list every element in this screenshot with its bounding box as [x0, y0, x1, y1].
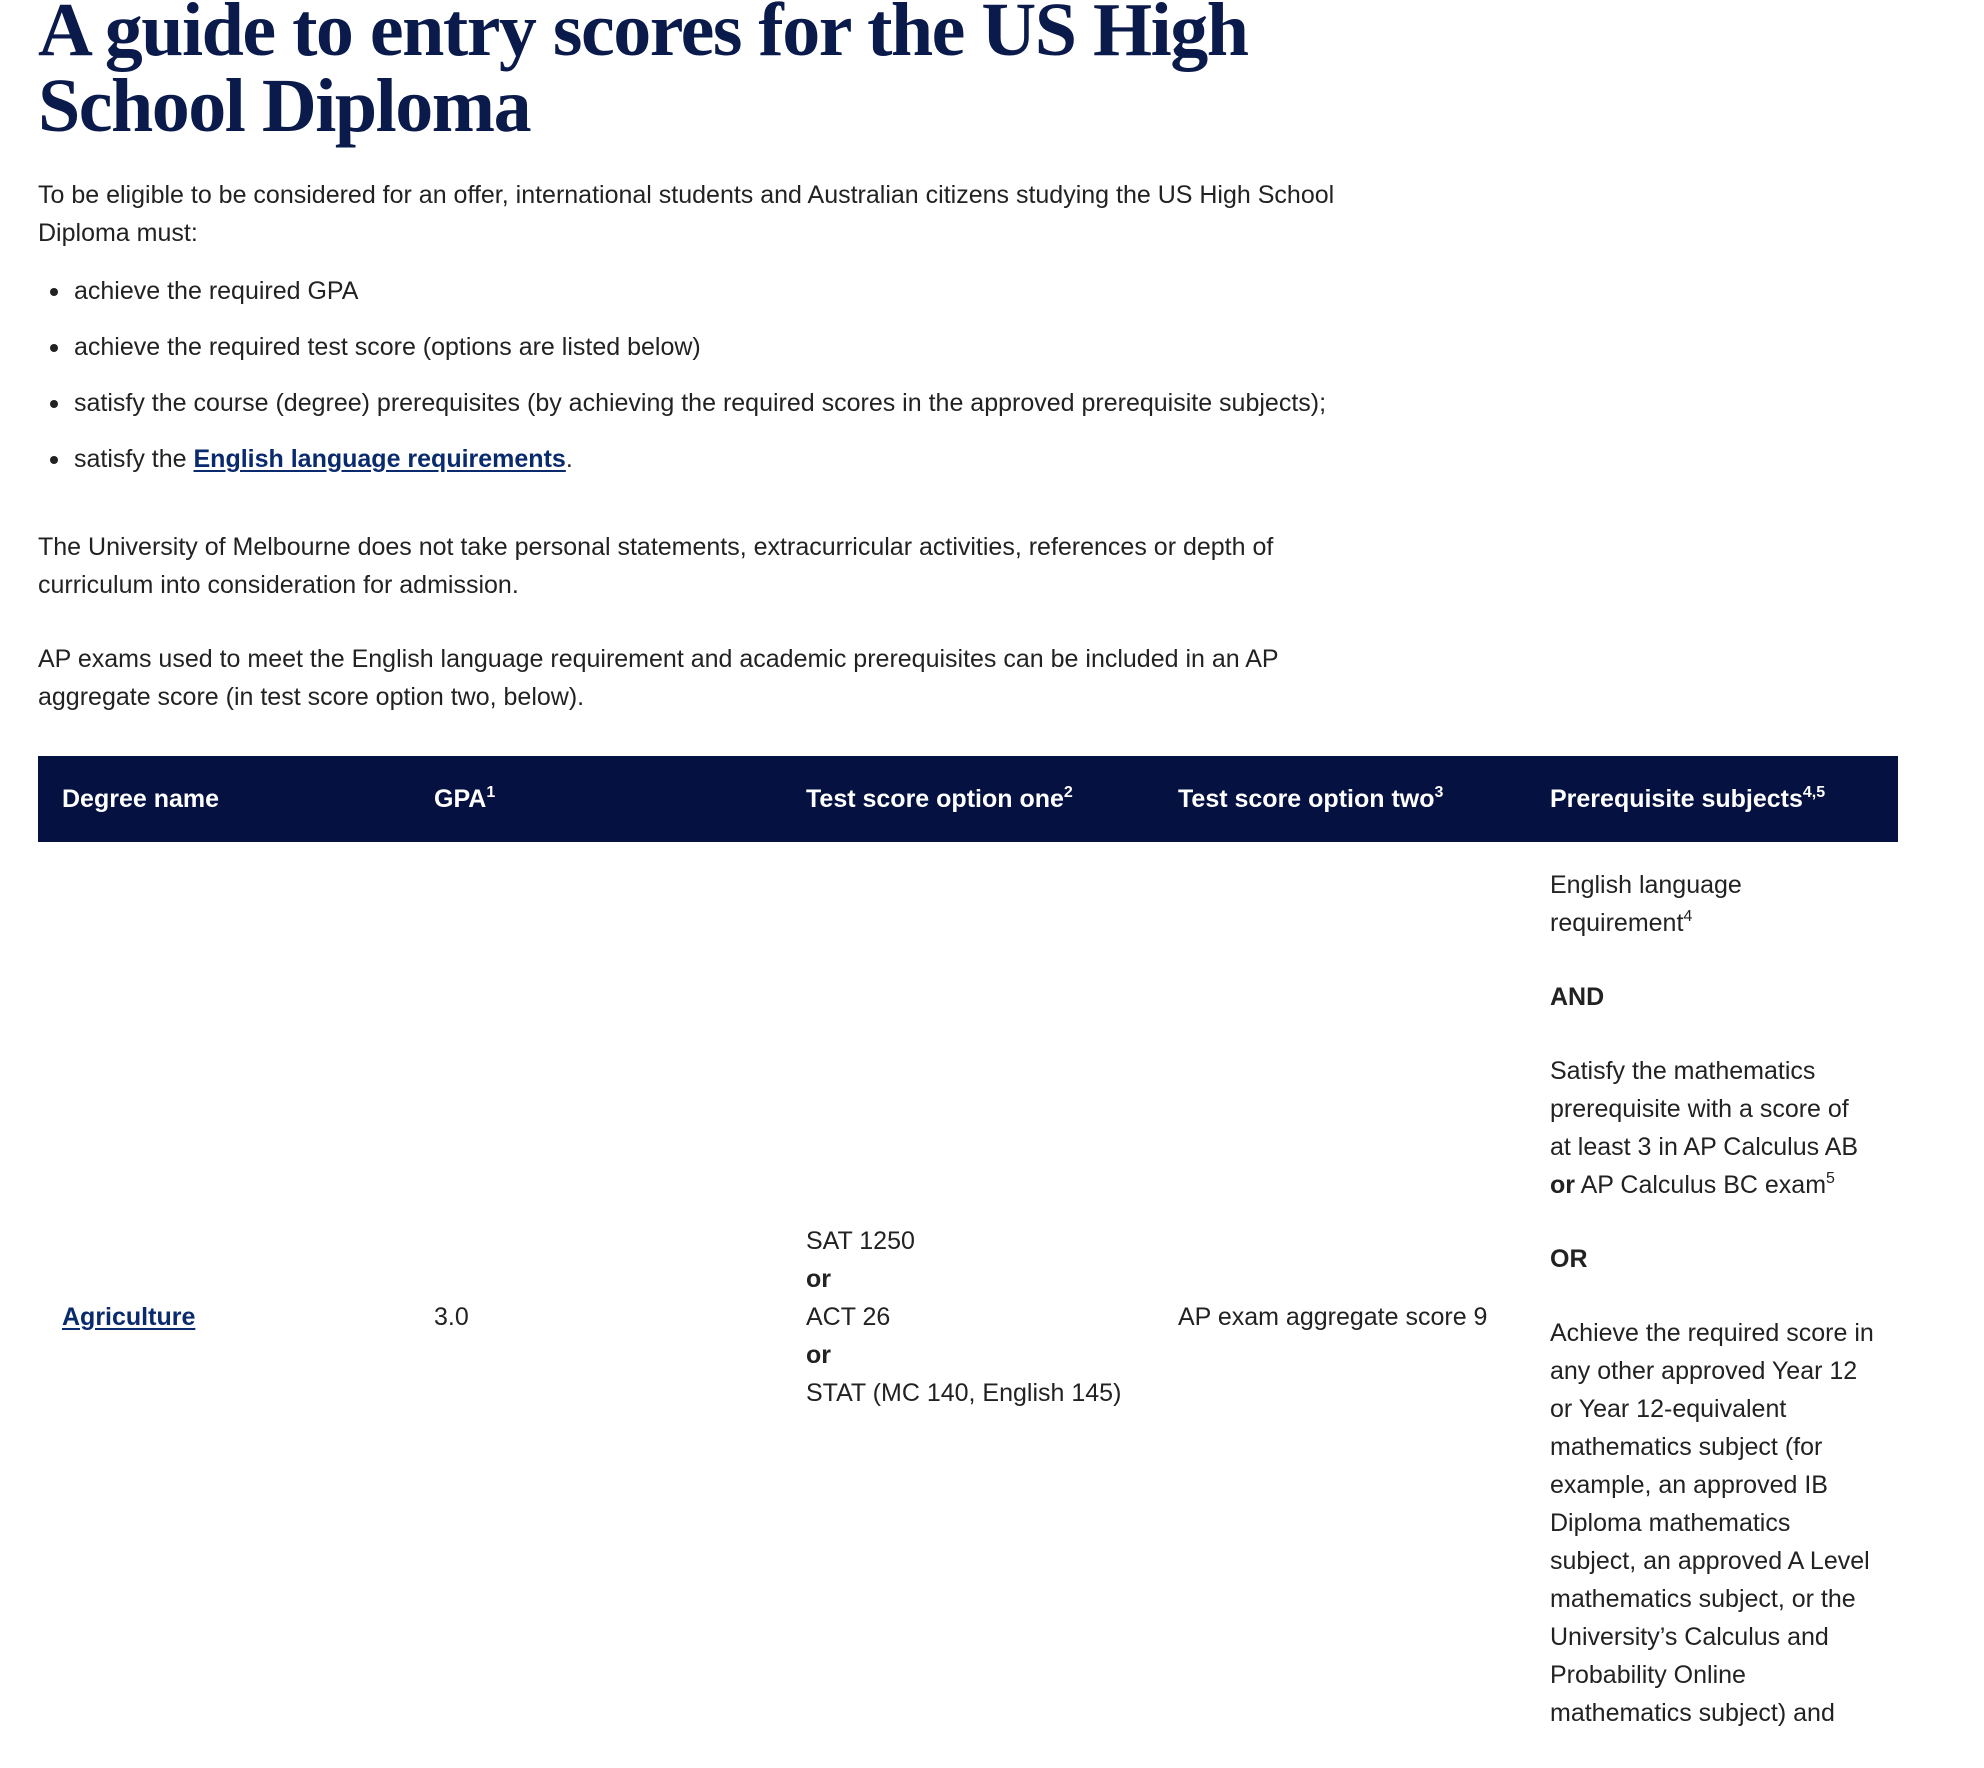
- header-test-score-option-two: Test score option two$^3$: [1154, 756, 1526, 842]
- requirements-list: [38, 272, 1898, 478]
- footnote-marker: 4: [1683, 908, 1693, 925]
- list-item: achieve the required GPA: [74, 272, 1898, 310]
- stat-score: STAT (MC 140, English 145): [806, 1379, 1122, 1407]
- sat-score: SAT 1250: [806, 1227, 915, 1255]
- degree-cell: [38, 842, 410, 1768]
- consideration-paragraph: The University of Melbourne does not take personal statements, extracurricular activities, references or depth of curriculum into consideration for admission.: [38, 533, 1274, 599]
- test-score-option-two-cell: AP exam aggregate score 9: [1178, 1303, 1488, 1331]
- prerequisite-subjects-cell: [1526, 842, 1898, 1768]
- english-req-prefix: satisfy the: [74, 445, 194, 473]
- list-item: satisfy the course (degree) prerequisites (by achieving the required scores in the approved prerequisite subjects);: [74, 384, 1898, 422]
- footnote-marker: 2: [1063, 783, 1073, 801]
- act-score: ACT 26: [806, 1303, 891, 1331]
- page-title: A guide to entry scores for the US High School Diploma: [38, 0, 1248, 148]
- gpa-cell: 3.0: [434, 1303, 469, 1331]
- table-header-row: [38, 756, 1898, 842]
- entry-scores-table: [38, 756, 1898, 1768]
- or-separator: or: [806, 1341, 831, 1369]
- table-row: [38, 842, 1898, 1768]
- test-score-option-one-cell: [782, 842, 1154, 1768]
- english-req-suffix: .: [565, 445, 573, 473]
- header-prerequisite-subjects: Prerequisite subjects$^{4,5}$: [1526, 756, 1898, 842]
- footnote-marker: 3: [1434, 783, 1444, 801]
- list-item: [74, 440, 1898, 478]
- and-separator: AND: [1550, 983, 1605, 1011]
- page-content: [38, 0, 1898, 1768]
- degree-link-agriculture[interactable]: Agriculture: [62, 1303, 196, 1331]
- english-requirement-text: English language requirement$^4$: [1550, 871, 1742, 937]
- footnote-marker: 4,5: [1802, 783, 1826, 801]
- list-item: achieve the required test score (options are listed below): [74, 328, 1898, 366]
- footnote-marker: 5: [1826, 1170, 1835, 1187]
- intro-paragraph: To be eligible to be considered for an offer, international students and Australian citizens studying the US High School Diploma must:: [38, 181, 1335, 247]
- or-separator: OR: [1550, 1245, 1588, 1273]
- or-separator: or: [806, 1265, 831, 1293]
- ap-paragraph: AP exams used to meet the English language requirement and academic prerequisites can be included in an AP aggregate score (in test score option two, below).: [38, 645, 1279, 711]
- mathematics-prerequisite-text: Satisfy the mathematics prerequisite with a score of at least 3 in AP Calculus AB or AP Calculus BC exam$^5$: [1550, 1057, 1859, 1199]
- alternative-mathematics-text: Achieve the required score in any other approved Year 12 or Year 12-equivalent mathematics subject (for example, an approved IB Diploma mathematics subject, an approved A Level mathematics subject, or the University’s Calculus and Probability Online mathematics subject) and: [1550, 1319, 1874, 1727]
- footnote-marker: 1: [486, 783, 496, 801]
- header-degree-name: Degree name: [38, 756, 410, 842]
- header-gpa: GPA$^1$: [410, 756, 782, 842]
- header-test-score-option-one: Test score option one$^2$: [782, 756, 1154, 842]
- english-language-requirements-link[interactable]: English language requirements: [193, 445, 566, 473]
